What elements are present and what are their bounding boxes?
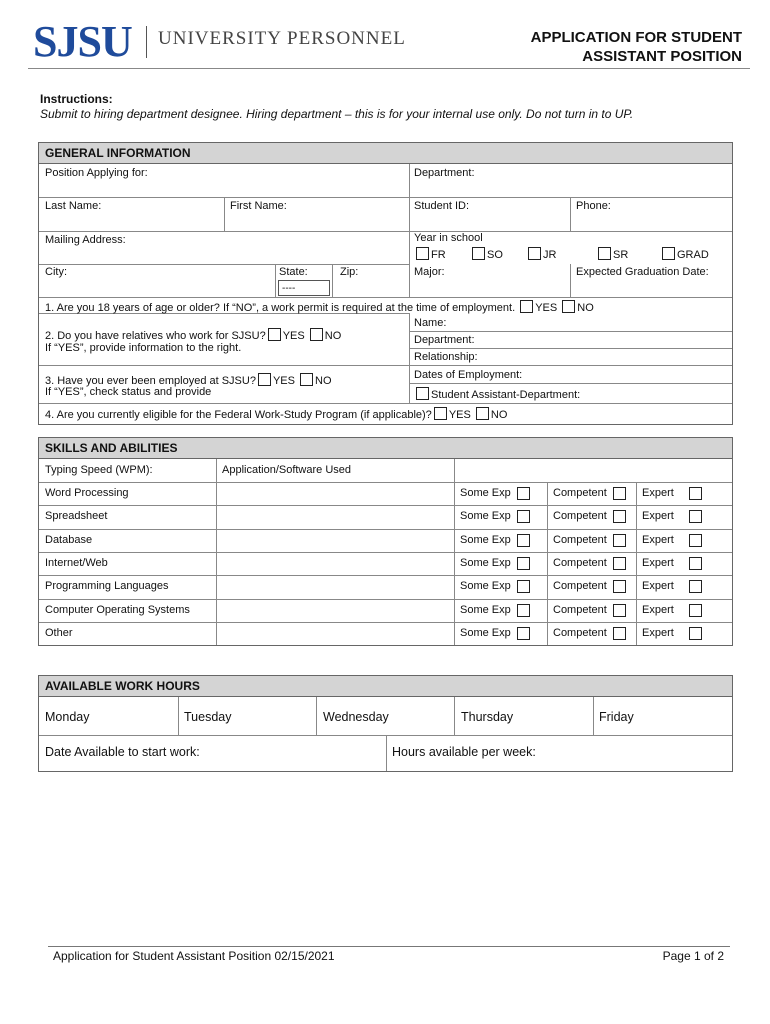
q4-text: 4. Are you currently eligible for the Federal Work-Study Program (if applicable)? bbox=[45, 409, 432, 421]
relationship-label: Relationship: bbox=[414, 351, 478, 363]
skill-level-checkbox[interactable] bbox=[689, 557, 702, 570]
q2-relatives bbox=[45, 328, 341, 342]
day-monday: Monday bbox=[45, 710, 90, 724]
row-divider bbox=[39, 297, 732, 298]
state-label: State: bbox=[279, 266, 308, 278]
q2-yes-checkbox[interactable] bbox=[268, 328, 281, 341]
q1-yes-checkbox[interactable] bbox=[520, 300, 533, 313]
q1-no-label: NO bbox=[577, 302, 594, 314]
skill-level-label: Competent bbox=[553, 580, 607, 593]
skill-row-label: Other bbox=[45, 626, 73, 639]
zip-label: Zip: bbox=[340, 266, 359, 278]
skill-level-label: Expert bbox=[642, 533, 674, 546]
col-divider bbox=[275, 264, 276, 297]
q2-subtext: If “YES”, provide information to the right. bbox=[45, 342, 242, 354]
row-divider bbox=[409, 383, 732, 384]
skill-level-checkbox[interactable] bbox=[517, 510, 530, 523]
skills-header: SKILLS AND ABILITIES bbox=[39, 438, 732, 459]
relative-department-label: Department: bbox=[414, 334, 475, 346]
skill-level-label: Expert bbox=[642, 487, 674, 499]
skill-level-label: Some Exp bbox=[460, 626, 511, 639]
col-divider bbox=[593, 697, 594, 735]
skill-level-label: Some Exp bbox=[460, 487, 511, 499]
work-hours-header: AVAILABLE WORK HOURS bbox=[39, 676, 732, 697]
col-divider bbox=[409, 313, 410, 403]
last-name-label: Last Name: bbox=[45, 200, 102, 212]
row-divider bbox=[39, 197, 732, 198]
unit-name: UNIVERSITY PERSONNEL bbox=[158, 28, 406, 49]
skill-level-checkbox[interactable] bbox=[517, 487, 530, 500]
skills-section bbox=[38, 437, 733, 646]
state-select[interactable]: ---- bbox=[278, 280, 330, 296]
skill-level-label: Competent bbox=[553, 626, 607, 639]
application-input[interactable] bbox=[217, 483, 453, 504]
col-divider bbox=[332, 264, 333, 297]
footer-rule bbox=[48, 946, 730, 947]
skill-level-checkbox[interactable] bbox=[689, 580, 702, 593]
jr-checkbox[interactable] bbox=[528, 247, 541, 260]
application-input[interactable] bbox=[217, 530, 453, 551]
skill-level-label: Expert bbox=[642, 580, 674, 593]
relative-name-label: Name: bbox=[414, 317, 447, 329]
work-hours-section bbox=[38, 675, 733, 772]
application-input[interactable] bbox=[217, 600, 453, 621]
skill-level-checkbox[interactable] bbox=[517, 604, 530, 617]
day-thursday: Thursday bbox=[461, 710, 514, 724]
skill-level-checkbox[interactable] bbox=[613, 534, 626, 547]
application-input[interactable] bbox=[217, 553, 453, 574]
skill-level-label: Expert bbox=[642, 626, 674, 639]
skill-level-label: Some Exp bbox=[460, 603, 511, 616]
skill-level-label: Competent bbox=[553, 556, 607, 569]
row-divider bbox=[39, 231, 732, 232]
instructions-text: Submit to hiring department designee. Hiring department – this is for your internal use only. Do not turn in to UP. bbox=[40, 107, 634, 121]
col-divider bbox=[316, 697, 317, 735]
skill-level-checkbox[interactable] bbox=[689, 510, 702, 523]
skill-level-label: Competent bbox=[553, 603, 607, 616]
student-assistant-checkbox[interactable] bbox=[416, 387, 429, 400]
general-information-section bbox=[38, 142, 733, 425]
skill-level-label: Competent bbox=[553, 510, 607, 523]
first-name-label: First Name: bbox=[230, 200, 287, 212]
col-divider bbox=[409, 164, 410, 297]
q1-yes-label: YES bbox=[535, 302, 558, 314]
city-label: City: bbox=[45, 266, 67, 278]
skill-row-label: Internet/Web bbox=[45, 556, 108, 569]
year-in-school-label: Year in school bbox=[414, 232, 483, 244]
q4-no-checkbox[interactable] bbox=[476, 407, 489, 420]
q3-no-checkbox[interactable] bbox=[300, 373, 313, 386]
row-divider bbox=[39, 264, 409, 265]
q1-text: 1. Are you 18 years of age or older? If “NO”, a work permit is required at the time of employment. bbox=[45, 302, 516, 314]
day-friday: Friday bbox=[599, 710, 634, 724]
q4-yes-checkbox[interactable] bbox=[434, 407, 447, 420]
skill-row-label: Programming Languages bbox=[45, 580, 169, 593]
skill-level-checkbox[interactable] bbox=[689, 627, 702, 640]
q2-no-checkbox[interactable] bbox=[310, 328, 323, 341]
skill-level-label: Some Exp bbox=[460, 556, 511, 569]
row-divider bbox=[39, 403, 732, 404]
application-input[interactable] bbox=[217, 576, 453, 597]
skill-level-checkbox[interactable] bbox=[613, 604, 626, 617]
skill-level-label: Competent bbox=[553, 487, 607, 499]
year-option-fr[interactable]: FR bbox=[414, 247, 446, 261]
q4-work-study bbox=[45, 407, 507, 421]
department-field-label: Department: bbox=[414, 167, 475, 179]
skill-row-label: Spreadsheet bbox=[45, 510, 108, 523]
q3-no-label: NO bbox=[315, 375, 332, 387]
skill-level-checkbox[interactable] bbox=[689, 604, 702, 617]
col-divider bbox=[570, 264, 571, 297]
skill-level-checkbox[interactable] bbox=[613, 510, 626, 523]
grad-checkbox[interactable] bbox=[662, 247, 675, 260]
major-label: Major: bbox=[414, 266, 445, 278]
skill-level-label: Expert bbox=[642, 603, 674, 616]
col-divider bbox=[224, 197, 225, 231]
application-input[interactable] bbox=[217, 506, 453, 527]
year-option-so[interactable]: SO bbox=[470, 247, 503, 261]
row-divider bbox=[409, 348, 732, 349]
skill-level-checkbox[interactable] bbox=[517, 534, 530, 547]
dates-of-employment-label: Dates of Employment: bbox=[414, 369, 523, 381]
form-title bbox=[531, 28, 742, 66]
col-divider bbox=[636, 482, 637, 645]
skill-level-checkbox[interactable] bbox=[613, 487, 626, 500]
day-tuesday: Tuesday bbox=[184, 710, 232, 724]
student-assistant-option[interactable] bbox=[414, 387, 580, 401]
q2-text: 2. Do you have relatives who work for SJSU? bbox=[45, 330, 266, 342]
skill-level-checkbox[interactable] bbox=[689, 487, 702, 500]
form-title-line1: APPLICATION FOR STUDENT bbox=[530, 29, 742, 46]
q1-no-checkbox[interactable] bbox=[562, 300, 575, 313]
skill-level-checkbox[interactable] bbox=[613, 627, 626, 640]
q3-yes-checkbox[interactable] bbox=[258, 373, 271, 386]
skill-row-label: Computer Operating Systems bbox=[45, 603, 190, 616]
graduation-date-label: Expected Graduation Date: bbox=[576, 266, 709, 278]
row-divider bbox=[409, 331, 732, 332]
fr-checkbox[interactable] bbox=[416, 247, 429, 260]
application-used-label: Application/Software Used bbox=[222, 464, 352, 476]
instructions-heading: Instructions: bbox=[40, 92, 113, 106]
skill-level-checkbox[interactable] bbox=[517, 557, 530, 570]
application-input[interactable] bbox=[217, 623, 453, 644]
q3-text: 3. Have you ever been employed at SJSU? bbox=[45, 375, 256, 387]
year-option-jr[interactable]: JR bbox=[526, 247, 556, 261]
hours-per-week-label: Hours available per week: bbox=[392, 745, 536, 759]
logo-divider bbox=[146, 26, 147, 58]
year-option-grad[interactable]: GRAD bbox=[660, 247, 709, 261]
general-information-header: GENERAL INFORMATION bbox=[39, 143, 732, 164]
skill-level-label: Competent bbox=[553, 533, 607, 546]
q2-yes-label: YES bbox=[282, 330, 305, 342]
skill-level-checkbox[interactable] bbox=[517, 627, 530, 640]
phone-label: Phone: bbox=[576, 200, 611, 212]
skill-level-label: Expert bbox=[642, 510, 674, 523]
year-option-sr[interactable]: SR bbox=[596, 247, 628, 261]
q3-yes-label: YES bbox=[272, 375, 295, 387]
skill-level-checkbox[interactable] bbox=[689, 534, 702, 547]
skill-level-label: Some Exp bbox=[460, 533, 511, 546]
col-divider bbox=[570, 197, 571, 231]
date-available-label: Date Available to start work: bbox=[45, 745, 200, 759]
student-assistant-label: Student Assistant-Department: bbox=[431, 389, 581, 401]
mailing-address-label: Mailing Address: bbox=[45, 234, 126, 246]
q4-yes-label: YES bbox=[448, 409, 471, 421]
q2-no-label: NO bbox=[324, 330, 342, 342]
skill-level-label: Some Exp bbox=[460, 510, 511, 523]
typing-speed-label: Typing Speed (WPM): bbox=[45, 464, 153, 476]
footer-form-name: Application for Student Assistant Position 02/15/2021 bbox=[53, 949, 335, 963]
col-divider bbox=[547, 482, 548, 645]
skill-row-label: Database bbox=[45, 533, 93, 546]
q3-subtext: If “YES”, check status and provide bbox=[45, 386, 212, 398]
q3-employed bbox=[45, 373, 332, 387]
skill-level-label: Expert bbox=[642, 556, 674, 569]
sr-checkbox[interactable] bbox=[598, 247, 611, 260]
day-wednesday: Wednesday bbox=[323, 710, 389, 724]
header-rule bbox=[28, 68, 750, 69]
q4-no-label: NO bbox=[490, 409, 508, 421]
student-id-label: Student ID: bbox=[414, 200, 470, 212]
col-divider bbox=[386, 735, 387, 771]
col-divider bbox=[454, 697, 455, 735]
skill-row-label: Word Processing bbox=[45, 487, 129, 499]
form-title-line2: ASSISTANT POSITION bbox=[582, 48, 742, 65]
col-divider bbox=[178, 697, 179, 735]
q1-age bbox=[45, 300, 594, 314]
skill-level-checkbox[interactable] bbox=[613, 557, 626, 570]
footer-page-number: Page 1 of 2 bbox=[662, 949, 724, 963]
row-divider bbox=[39, 365, 732, 366]
skill-level-checkbox[interactable] bbox=[517, 580, 530, 593]
skill-level-label: Some Exp bbox=[460, 580, 511, 593]
so-checkbox[interactable] bbox=[472, 247, 485, 260]
skill-level-checkbox[interactable] bbox=[613, 580, 626, 593]
sjsu-logo: SJSU bbox=[33, 17, 132, 66]
position-field-label: Position Applying for: bbox=[45, 167, 148, 179]
